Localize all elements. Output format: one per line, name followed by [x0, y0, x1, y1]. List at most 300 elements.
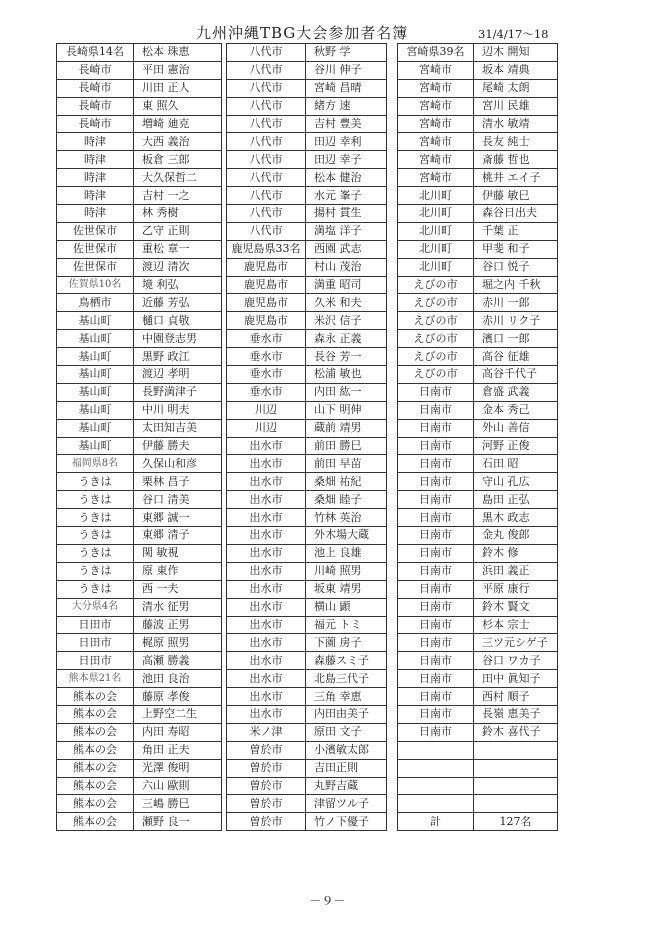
- table-row: [57, 383, 222, 401]
- table-row: [227, 616, 387, 634]
- table-row: [227, 187, 387, 205]
- affiliation-cell: 八代市: [227, 222, 306, 240]
- name-cell: 水元 峯子: [306, 187, 387, 205]
- table-row: [57, 44, 222, 62]
- name-cell: 金本 秀己: [474, 401, 558, 419]
- table-row: [398, 97, 558, 115]
- affiliation-cell: 八代市: [227, 44, 306, 62]
- table-row: [398, 777, 558, 795]
- affiliation-cell: 日南市: [398, 544, 474, 562]
- table-row: [57, 491, 222, 509]
- affiliation-cell: 川辺: [227, 401, 306, 419]
- table-row: [227, 813, 387, 831]
- affiliation-cell: 宮崎県39名: [398, 44, 474, 62]
- name-cell: 田辺 幸利: [306, 133, 387, 151]
- affiliation-cell: 佐世保市: [57, 258, 134, 276]
- affiliation-cell: 宮崎市: [398, 169, 474, 187]
- name-cell: 谷口 ワカ子: [474, 652, 558, 670]
- name-cell: 坂本 靖典: [474, 61, 558, 79]
- name-cell: 東郷 清子: [134, 527, 222, 545]
- name-cell: 福元 トミ: [306, 616, 387, 634]
- table-row: [57, 455, 222, 473]
- name-cell: 堀之内 千秋: [474, 276, 558, 294]
- affiliation-cell: 出水市: [227, 634, 306, 652]
- table-row: [57, 169, 222, 187]
- affiliation-cell: 曽於市: [227, 813, 306, 831]
- name-cell: 森藤スミ子: [306, 652, 387, 670]
- name-cell: 長谷 芳一: [306, 348, 387, 366]
- affiliation-cell: えびの市: [398, 348, 474, 366]
- name-cell: [474, 795, 558, 813]
- affiliation-cell: 佐賀県10名: [57, 276, 134, 294]
- table-row: [398, 670, 558, 688]
- affiliation-cell: 基山町: [57, 437, 134, 455]
- table-row: [398, 491, 558, 509]
- table-row: [398, 330, 558, 348]
- affiliation-cell: 川辺: [227, 419, 306, 437]
- name-cell: 東 照久: [134, 97, 222, 115]
- affiliation-cell: 八代市: [227, 79, 306, 97]
- affiliation-cell: 宮崎市: [398, 79, 474, 97]
- table-row: [227, 491, 387, 509]
- table-row: [57, 276, 222, 294]
- affiliation-cell: 大分県4名: [57, 598, 134, 616]
- name-cell: 金丸 俊郎: [474, 527, 558, 545]
- table-row: [57, 366, 222, 384]
- table-row: [398, 652, 558, 670]
- affiliation-cell: 日南市: [398, 598, 474, 616]
- affiliation-cell: 八代市: [227, 115, 306, 133]
- name-cell: 田辺 幸子: [306, 151, 387, 169]
- affiliation-cell: 北川町: [398, 205, 474, 223]
- affiliation-cell: 鹿児島市: [227, 258, 306, 276]
- affiliation-cell: うきは: [57, 580, 134, 598]
- affiliation-cell: 出水市: [227, 473, 306, 491]
- affiliation-cell: 時津: [57, 169, 134, 187]
- table-row: [398, 133, 558, 151]
- name-cell: 谷川 伸子: [306, 61, 387, 79]
- affiliation-cell: うきは: [57, 527, 134, 545]
- table-row: [398, 187, 558, 205]
- table-row: [227, 419, 387, 437]
- table-row: [398, 598, 558, 616]
- table-row: [227, 169, 387, 187]
- name-cell: 高谷 征雄: [474, 348, 558, 366]
- affiliation-cell: 基山町: [57, 383, 134, 401]
- table-row: [398, 562, 558, 580]
- affiliation-cell: 基山町: [57, 419, 134, 437]
- affiliation-cell: 鹿児島市: [227, 294, 306, 312]
- name-cell: 谷口 悦子: [474, 258, 558, 276]
- name-cell: 吉村 豊美: [306, 115, 387, 133]
- affiliation-cell: 出水市: [227, 598, 306, 616]
- table-row: [398, 151, 558, 169]
- table-row: [57, 240, 222, 258]
- name-cell: 下薗 房子: [306, 634, 387, 652]
- table-row: [57, 97, 222, 115]
- affiliation-cell: 熊本の会: [57, 795, 134, 813]
- name-cell: 太田知吉美: [134, 419, 222, 437]
- table-row: [57, 348, 222, 366]
- table-row: [398, 61, 558, 79]
- name-cell: 黒野 政江: [134, 348, 222, 366]
- table-row: [227, 580, 387, 598]
- affiliation-cell: 曽於市: [227, 795, 306, 813]
- table-row: [227, 97, 387, 115]
- affiliation-cell: 佐世保市: [57, 240, 134, 258]
- table-row: [57, 813, 222, 831]
- name-cell: 横山 顕: [306, 598, 387, 616]
- name-cell: 吉田正則: [306, 759, 387, 777]
- affiliation-cell: うきは: [57, 473, 134, 491]
- table-row: [227, 670, 387, 688]
- name-cell: 桑畑 睦子: [306, 491, 387, 509]
- name-cell: 赤川 リク子: [474, 312, 558, 330]
- table-row: [57, 634, 222, 652]
- affiliation-cell: 熊本の会: [57, 741, 134, 759]
- name-cell: 増崎 廸克: [134, 115, 222, 133]
- affiliation-cell: 時津: [57, 133, 134, 151]
- table-row: [227, 741, 387, 759]
- name-cell: 満重 昭司: [306, 276, 387, 294]
- document-title: 九州沖縄TBG大会参加者名簿: [196, 24, 409, 42]
- name-cell: 渡辺 孝明: [134, 366, 222, 384]
- affiliation-cell: 基山町: [57, 312, 134, 330]
- name-cell: 守山 孔広: [474, 473, 558, 491]
- name-cell: 山下 明伸: [306, 401, 387, 419]
- name-cell: 高瀬 勝義: [134, 652, 222, 670]
- affiliation-cell: 基山町: [57, 366, 134, 384]
- table-row: [227, 61, 387, 79]
- table-row: [398, 580, 558, 598]
- name-cell: 藤原 孝俊: [134, 688, 222, 706]
- name-cell: 川田 正人: [134, 79, 222, 97]
- affiliation-cell: 熊本の会: [57, 705, 134, 723]
- table-row: [57, 509, 222, 527]
- affiliation-cell: 出水市: [227, 670, 306, 688]
- affiliation-cell: 鹿児島市: [227, 312, 306, 330]
- name-cell: 久保山和彦: [134, 455, 222, 473]
- affiliation-cell: 八代市: [227, 61, 306, 79]
- table-row: [57, 688, 222, 706]
- affiliation-cell: 基山町: [57, 401, 134, 419]
- page-number: －９－: [309, 894, 346, 908]
- table-row: [398, 455, 558, 473]
- name-cell: 樋口 貞敬: [134, 312, 222, 330]
- table-row: [227, 473, 387, 491]
- table-row: [227, 705, 387, 723]
- affiliation-cell: 八代市: [227, 151, 306, 169]
- name-cell: 原 東作: [134, 562, 222, 580]
- table-row: [398, 294, 558, 312]
- name-cell: 境 利弘: [134, 276, 222, 294]
- affiliation-cell: 日南市: [398, 527, 474, 545]
- affiliation-cell: 日南市: [398, 634, 474, 652]
- affiliation-cell: 日南市: [398, 652, 474, 670]
- table-row: [57, 777, 222, 795]
- table-row: [398, 741, 558, 759]
- name-cell: 原田 文子: [306, 723, 387, 741]
- name-cell: 米沢 信子: [306, 312, 387, 330]
- name-cell: 桑畑 祐紀: [306, 473, 387, 491]
- table-row: [398, 366, 558, 384]
- table-row: [57, 401, 222, 419]
- name-cell: 丸野吉蔵: [306, 777, 387, 795]
- name-cell: 池田 良治: [134, 670, 222, 688]
- name-cell: 揚村 貫生: [306, 205, 387, 223]
- affiliation-cell: 出水市: [227, 491, 306, 509]
- table-row: [227, 312, 387, 330]
- table-row: [57, 795, 222, 813]
- name-cell: 谷口 清美: [134, 491, 222, 509]
- name-cell: 小濱敏太郎: [306, 741, 387, 759]
- table-row: [57, 616, 222, 634]
- roster-table-right: [397, 43, 558, 831]
- name-cell: 鈴木 修: [474, 544, 558, 562]
- affiliation-cell: 曽於市: [227, 777, 306, 795]
- table-row: [57, 312, 222, 330]
- affiliation-cell: 曽於市: [227, 741, 306, 759]
- table-row: [227, 222, 387, 240]
- name-cell: 清水 征男: [134, 598, 222, 616]
- table-row: [227, 276, 387, 294]
- table-row: [227, 723, 387, 741]
- table-row: [398, 205, 558, 223]
- name-cell: 吉村 一之: [134, 187, 222, 205]
- name-cell: 尾崎 太朗: [474, 79, 558, 97]
- table-row: [398, 527, 558, 545]
- name-cell: 関 敏視: [134, 544, 222, 562]
- table-row: [398, 312, 558, 330]
- table-row: [398, 222, 558, 240]
- name-cell: 乙守 正則: [134, 222, 222, 240]
- table-row: [227, 44, 387, 62]
- name-cell: 緒方 速: [306, 97, 387, 115]
- table-row: [227, 652, 387, 670]
- name-cell: 千葉 正: [474, 222, 558, 240]
- affiliation-cell: 垂水市: [227, 348, 306, 366]
- table-row: [227, 348, 387, 366]
- table-row: [57, 473, 222, 491]
- table-row: [227, 79, 387, 97]
- table-row: [57, 562, 222, 580]
- affiliation-cell: 熊本県21名: [57, 670, 134, 688]
- name-cell: 村山 茂治: [306, 258, 387, 276]
- name-cell: 島田 正弘: [474, 491, 558, 509]
- affiliation-cell: 八代市: [227, 205, 306, 223]
- affiliation-cell: 出水市: [227, 527, 306, 545]
- table-row: [398, 348, 558, 366]
- affiliation-cell: 日南市: [398, 616, 474, 634]
- table-row: [57, 61, 222, 79]
- roster-table-left: [56, 43, 222, 831]
- table-row: [57, 670, 222, 688]
- event-date: 31/4/17～18: [478, 27, 549, 41]
- affiliation-cell: 宮崎市: [398, 97, 474, 115]
- affiliation-cell: 出水市: [227, 544, 306, 562]
- table-row: [227, 688, 387, 706]
- affiliation-cell: 日南市: [398, 688, 474, 706]
- affiliation-cell: 北川町: [398, 187, 474, 205]
- affiliation-cell: 鹿児島県33名: [227, 240, 306, 258]
- affiliation-cell: 宮崎市: [398, 61, 474, 79]
- table-row: [57, 652, 222, 670]
- affiliation-cell: うきは: [57, 562, 134, 580]
- name-cell: 杉本 宗士: [474, 616, 558, 634]
- affiliation-cell: 長崎市: [57, 61, 134, 79]
- name-cell: 東郷 誠一: [134, 509, 222, 527]
- table-row: [57, 187, 222, 205]
- table-row: [227, 133, 387, 151]
- table-row: [398, 759, 558, 777]
- table-row: [398, 169, 558, 187]
- name-cell: 久米 和夫: [306, 294, 387, 312]
- name-cell: 前田 早苗: [306, 455, 387, 473]
- affiliation-cell: 日南市: [398, 455, 474, 473]
- name-cell: 石田 昭: [474, 455, 558, 473]
- table-row: [398, 688, 558, 706]
- name-cell: 伊藤 勝夫: [134, 437, 222, 455]
- table-row: [227, 562, 387, 580]
- affiliation-cell: 長崎市: [57, 97, 134, 115]
- name-cell: 赤川 一郎: [474, 294, 558, 312]
- table-row: [57, 437, 222, 455]
- affiliation-cell: 八代市: [227, 187, 306, 205]
- table-row: [57, 705, 222, 723]
- affiliation-cell: 八代市: [227, 133, 306, 151]
- affiliation-cell: 佐世保市: [57, 222, 134, 240]
- table-row: [227, 634, 387, 652]
- affiliation-cell: 八代市: [227, 97, 306, 115]
- table-row: [227, 205, 387, 223]
- name-cell: 重松 章一: [134, 240, 222, 258]
- affiliation-cell: [398, 777, 474, 795]
- table-row: [227, 401, 387, 419]
- name-cell: 森永 正義: [306, 330, 387, 348]
- name-cell: 三角 幸恵: [306, 688, 387, 706]
- name-cell: 津留ツル子: [306, 795, 387, 813]
- affiliation-cell: 計: [398, 813, 474, 831]
- affiliation-cell: [398, 795, 474, 813]
- name-cell: 宮川 民雄: [474, 97, 558, 115]
- table-row: [57, 115, 222, 133]
- name-cell: 六山 歐則: [134, 777, 222, 795]
- name-cell: 西 一夫: [134, 580, 222, 598]
- name-cell: 田中 眞知子: [474, 670, 558, 688]
- affiliation-cell: えびの市: [398, 294, 474, 312]
- table-row: [398, 383, 558, 401]
- table-row: [57, 222, 222, 240]
- name-cell: 大西 義治: [134, 133, 222, 151]
- affiliation-cell: 長崎市: [57, 115, 134, 133]
- name-cell: 松本 珠恵: [134, 44, 222, 62]
- affiliation-cell: 垂水市: [227, 383, 306, 401]
- affiliation-cell: 日南市: [398, 723, 474, 741]
- affiliation-cell: うきは: [57, 544, 134, 562]
- name-cell: 瀬野 良一: [134, 813, 222, 831]
- table-row: [227, 455, 387, 473]
- affiliation-cell: 宮崎市: [398, 115, 474, 133]
- table-row: [398, 401, 558, 419]
- name-cell: 松浦 敏也: [306, 366, 387, 384]
- name-cell: 桃井 エイ子: [474, 169, 558, 187]
- table-row: [398, 276, 558, 294]
- name-cell: 斎藤 哲也: [474, 151, 558, 169]
- table-row: [57, 544, 222, 562]
- table-row: [57, 151, 222, 169]
- name-cell: 平田 憲治: [134, 61, 222, 79]
- affiliation-cell: 熊本の会: [57, 759, 134, 777]
- table-row: [57, 205, 222, 223]
- table-row: [57, 598, 222, 616]
- table-row: [227, 544, 387, 562]
- name-cell: [474, 741, 558, 759]
- affiliation-cell: 日南市: [398, 509, 474, 527]
- name-cell: 黒木 政志: [474, 509, 558, 527]
- table-row: [57, 723, 222, 741]
- table-row: [398, 419, 558, 437]
- affiliation-cell: 垂水市: [227, 366, 306, 384]
- affiliation-cell: 宮崎市: [398, 151, 474, 169]
- table-row: [398, 723, 558, 741]
- table-row: [398, 240, 558, 258]
- table-row: [398, 544, 558, 562]
- affiliation-cell: 宮崎市: [398, 133, 474, 151]
- table-row: [398, 44, 558, 62]
- name-cell: 梶原 照男: [134, 634, 222, 652]
- table-row: [398, 795, 558, 813]
- table-row: [57, 79, 222, 97]
- affiliation-cell: 出水市: [227, 652, 306, 670]
- affiliation-cell: 日南市: [398, 491, 474, 509]
- name-cell: 北島三代子: [306, 670, 387, 688]
- table-row: [57, 759, 222, 777]
- name-cell: 渡辺 清次: [134, 258, 222, 276]
- affiliation-cell: 八代市: [227, 169, 306, 187]
- affiliation-cell: 日田市: [57, 652, 134, 670]
- affiliation-cell: 日南市: [398, 401, 474, 419]
- affiliation-cell: えびの市: [398, 276, 474, 294]
- affiliation-cell: 長崎市: [57, 79, 134, 97]
- table-row: [227, 383, 387, 401]
- name-cell: 西村 順子: [474, 688, 558, 706]
- name-cell: 満塩 洋子: [306, 222, 387, 240]
- name-cell: 坂東 靖男: [306, 580, 387, 598]
- name-cell: 林 秀樹: [134, 205, 222, 223]
- affiliation-cell: 熊本の会: [57, 813, 134, 831]
- affiliation-cell: 基山町: [57, 330, 134, 348]
- affiliation-cell: 時津: [57, 205, 134, 223]
- affiliation-cell: 日南市: [398, 419, 474, 437]
- name-cell: 清水 敏靖: [474, 115, 558, 133]
- affiliation-cell: 日南市: [398, 473, 474, 491]
- name-cell: 光澤 俊明: [134, 759, 222, 777]
- affiliation-cell: 日南市: [398, 562, 474, 580]
- name-cell: 竹林 英治: [306, 509, 387, 527]
- name-cell: 松本 健治: [306, 169, 387, 187]
- affiliation-cell: 基山町: [57, 348, 134, 366]
- name-cell: 森谷日出夫: [474, 205, 558, 223]
- table-row: [227, 598, 387, 616]
- name-cell: 外木場大蔵: [306, 527, 387, 545]
- name-cell: 外山 善信: [474, 419, 558, 437]
- affiliation-cell: 出水市: [227, 705, 306, 723]
- name-cell: 伊藤 敏巳: [474, 187, 558, 205]
- table-row: [57, 133, 222, 151]
- affiliation-cell: 日南市: [398, 580, 474, 598]
- name-cell: 西園 武志: [306, 240, 387, 258]
- name-cell: 鈴木 喜代子: [474, 723, 558, 741]
